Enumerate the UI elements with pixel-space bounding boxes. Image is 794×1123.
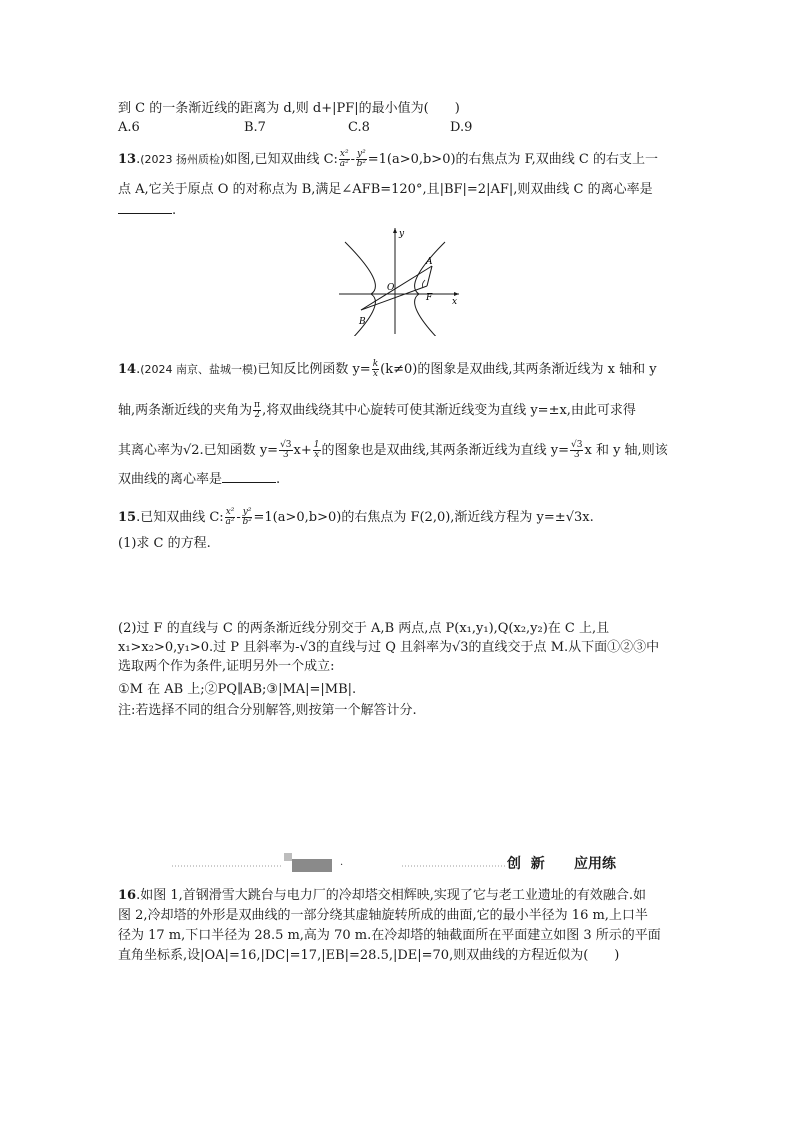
q13-text-a: 如图,已知双曲线 C: bbox=[224, 152, 338, 167]
label-b: B bbox=[359, 317, 366, 327]
q15-part-2-line-2: x₁>x₂>0,y₁>0.过 P 且斜率为-√3的直线与过 Q 且斜率为√3的直线交于点 M.从下面①②③中 bbox=[118, 640, 660, 655]
q14-line-3: 其离心率为√2.已知函数 y= $\frac{√3}{3}$ x+ $\frac{1}{x}$ 的图象也是双曲线,其两条渐近线为直线 y= $\frac{√3}{3}$ x 和 y 轴,则该 bbox=[118, 440, 668, 460]
label-x: x bbox=[452, 297, 458, 307]
q14-source: (2024 南京、盐城一模) bbox=[140, 363, 258, 376]
q14-frac-sqrt3: $\frac{√3}{3}$ bbox=[280, 440, 292, 460]
q14-line-1: 14.(2024 南京、盐城一模)已知反比例函数 y= $\frac{k}{x}$ (k≠0)的图象是双曲线,其两条渐近线为 x 轴和 y bbox=[118, 359, 657, 379]
q15-part-1: (1)求 C 的方程. bbox=[118, 536, 211, 551]
q15-part-2-line-4: ①M 在 AB 上;②PQ∥AB;③|MA|=|MB|. bbox=[118, 682, 357, 697]
q14-frac-pi: $\frac{\pi}{2}$ bbox=[254, 400, 261, 420]
q14-frac-kx: $\frac{k}{x}$ bbox=[372, 359, 379, 379]
q15-part-2-line-1: (2)过 F 的直线与 C 的两条渐近线分别交于 A,B 两点,点 P(x₁,y₁),Q(x₂,y₂)在 C 上,且 bbox=[118, 621, 610, 636]
q14-answer-blank bbox=[222, 472, 276, 483]
label-f: F bbox=[426, 293, 433, 303]
q16-line-1: 16.如图 1,首钢滑雪大跳台与电力厂的冷却塔交相辉映,实现了它与老工业遗址的有效融合.如 bbox=[118, 888, 647, 903]
q13-frac-x: $\frac{\text{x²}}{\text{a²}}$ bbox=[339, 149, 349, 169]
section-title: 创 新 应用练 bbox=[507, 856, 616, 872]
q14-frac-1x: $\frac{1}{x}$ bbox=[313, 440, 320, 460]
q15-frac-x: $\frac{\text{x²}}{\text{a²}}$ bbox=[225, 507, 235, 527]
q16-line-3: 径为 17 m,下口半径为 28.5 m,高为 70 m.在冷却塔的轴截面所在平面建立如图 3 所示的平面 bbox=[118, 928, 661, 943]
q14-line-4: 双曲线的离心率是 . bbox=[118, 472, 281, 487]
hyperbola-figure bbox=[335, 224, 465, 336]
q13-source: (2023 扬州质检) bbox=[140, 153, 225, 166]
q13-line-2: 点 A,它关于原点 O 的对称点为 B,满足∠AFB=120°,且|BF|=2|AF|,则双曲线 C 的离心率是 bbox=[118, 182, 653, 197]
q15-part-2-note: 注:若选择不同的组合分别解答,则按第一个解答计分. bbox=[118, 703, 417, 718]
q12-paren-close: ) bbox=[454, 101, 460, 116]
q12-option-d: D.9 bbox=[450, 120, 473, 135]
q14-frac-sqrt3-b: $\frac{√3}{3}$ bbox=[571, 440, 583, 460]
q13-line-3: . bbox=[118, 203, 176, 219]
svg-text:·: · bbox=[340, 860, 344, 871]
q13-answer-blank bbox=[118, 203, 172, 214]
q13-text-b: =1(a>0,b>0)的右焦点为 F,双曲线 C 的右支上一 bbox=[367, 152, 659, 167]
q16-number: 16 bbox=[118, 888, 137, 903]
q13-line-1: 13.(2023 扬州质检)如图,已知双曲线 C: $\frac{\text{x²}}{\text{a²}}$ - $\frac{\text{y²}}{\text{b²}}$ =1(a>0,b>0)的右焦点为 F,双曲线 C 的右支上一 bbox=[118, 149, 659, 169]
q13-frac-y: $\frac{\text{y²}}{\text{b²}}$ bbox=[356, 149, 367, 169]
q12-option-c: C.8 bbox=[348, 120, 370, 135]
q16-line-4: 直角坐标系,设|OA|=16,|DC|=17,|EB|=28.5,|DE|=70,则双曲线的方程近似为( ) bbox=[118, 948, 620, 963]
q12-option-b: B.7 bbox=[244, 120, 266, 135]
label-o: O bbox=[387, 283, 395, 293]
label-a: A bbox=[426, 257, 433, 267]
q15-part-2-line-3: 选取两个作为条件,证明另外一个成立: bbox=[118, 659, 335, 674]
q14-number: 14 bbox=[118, 362, 137, 377]
q12-option-a: A.6 bbox=[118, 120, 140, 135]
q16-line-2: 图 2,冷却塔的外形是双曲线的一部分绕其虚轴旋转所成的曲面,它的最小半径为 16 m,上口半 bbox=[118, 908, 648, 923]
q15-frac-y: $\frac{\text{y²}}{\text{b²}}$ bbox=[242, 507, 252, 527]
label-y: y bbox=[399, 229, 405, 239]
q12-stem-text: 到 C 的一条渐近线的距离为 d,则 d+|PF|的最小值为( bbox=[118, 101, 429, 116]
q12-stem-line bbox=[118, 101, 460, 117]
section-header bbox=[170, 851, 630, 873]
q15-line-1: 15.已知双曲线 C: $\frac{\text{x²}}{\text{a²}}$ - $\frac{\text{y²}}{\text{b²}}$ =1(a>0,b>0)的右焦点为 F(2,0),渐近线方程为 y=±√3x. bbox=[118, 507, 594, 527]
q14-line-2: 轴,两条渐近线的夹角为 $\frac{\pi}{2}$ ,将双曲线绕其中心旋转可使其渐近线变为直线 y=±x,由此可求得 bbox=[118, 400, 636, 420]
q13-number: 13 bbox=[118, 152, 137, 167]
q15-number: 15 bbox=[118, 510, 137, 525]
